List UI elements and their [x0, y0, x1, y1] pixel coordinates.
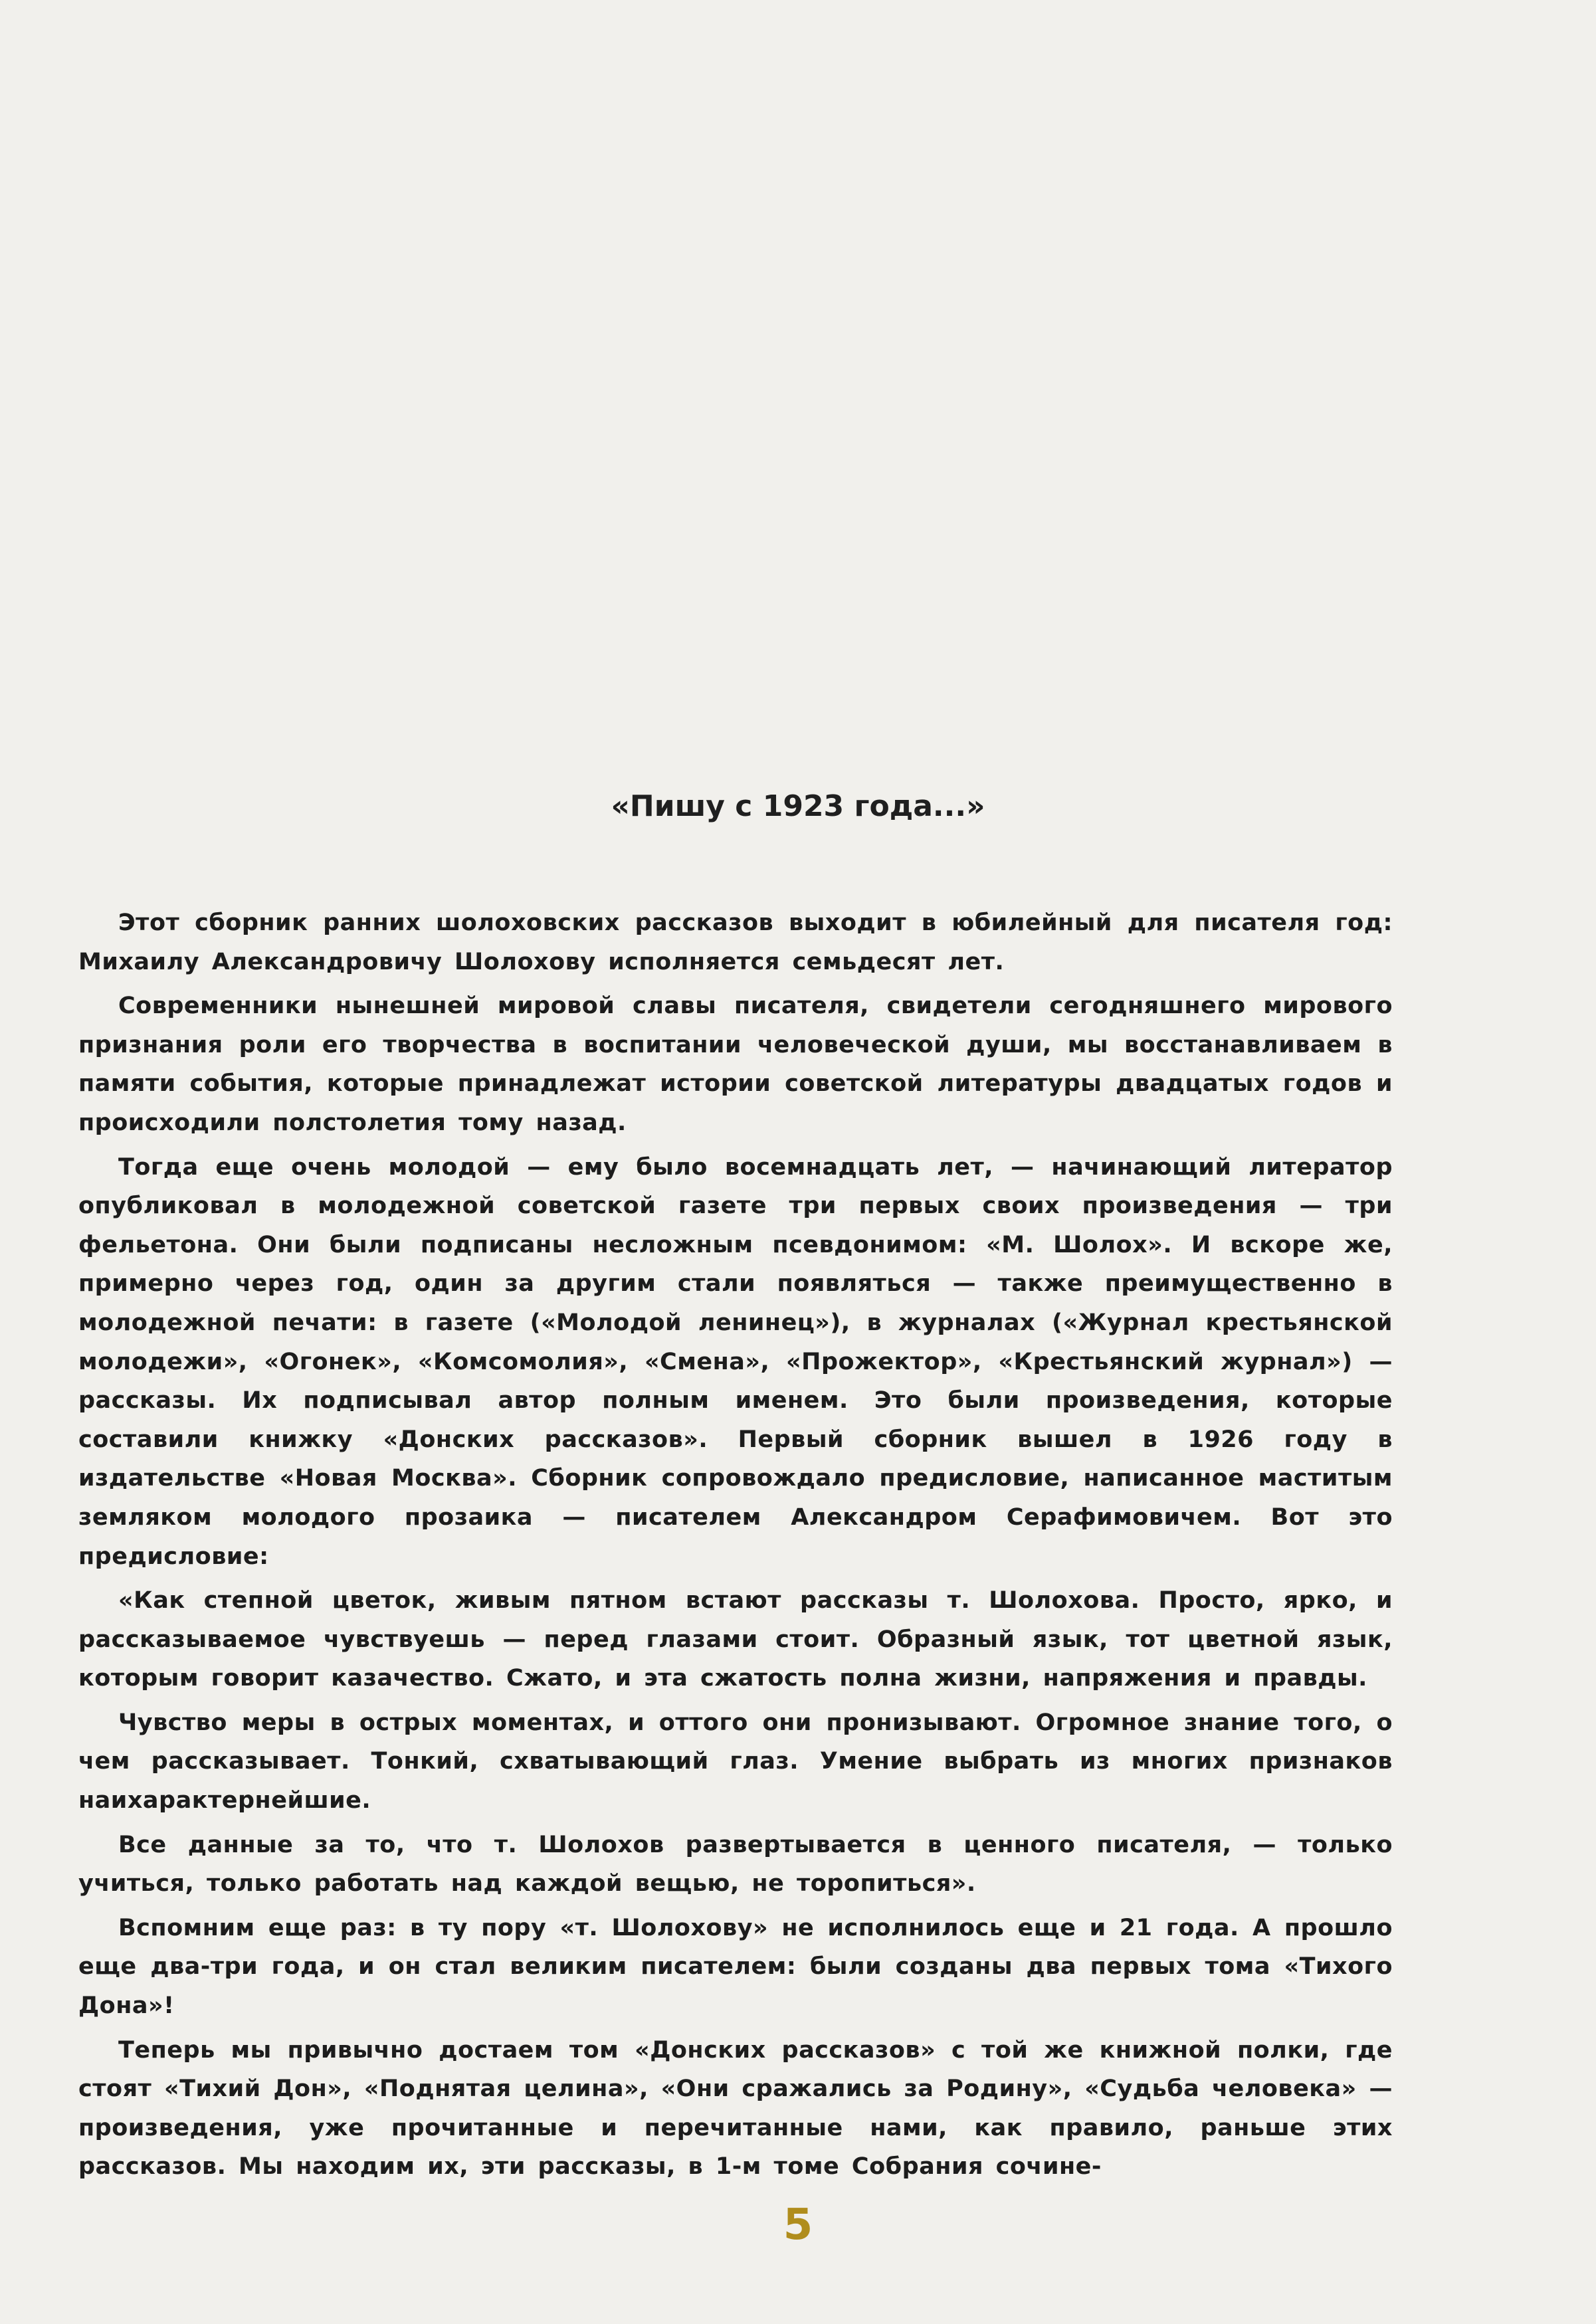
paragraph: Тогда еще очень молодой — ему было восемнадцать лет, — начинающий литератор опубликовал в молодежной советской газете три первых своих произведения — три фельетона. Они были подписаны несложным псевдонимом: «М. Шолох». И вскоре же, примерно через год, один за другим стали появляться — также преимущественно в молодежной печати: в газете («Молодой ленинец»), в журналах («Журнал крестьянской молодежи», «Огонек», «Комсомолия», «Смена», «Прожектор», «Крестьянский журнал») — рассказы. Их подписывал автор полным именем. Это были произведения, которые составили книжку «Донских рассказов». Первый сборник вышел в 1926 году в издательстве «Новая Москва». Сборник сопровождало предисловие, написанное маститым земляком молодого прозаика — писателем Александром Серафимовичем. Вот это предисловие:: [78, 1153, 1393, 1570]
body-text: [78, 904, 1393, 2192]
paragraph: Этот сборник ранних шолоховских рассказов выходит в юбилейный для писателя год: Михаилу Александровичу Шолохову исполняется семьдесят лет.: [78, 910, 1393, 975]
paragraph: «Как степной цветок, живым пятном встают рассказы т. Шолохова. Просто, ярко, и рассказываемое чувствуешь — перед глазами стоит. Образный язык, тот цветной язык, которым говорит казачество. Сжато, и эта сжатость полна жизни, напряжения и правды.: [78, 1587, 1393, 1692]
paragraph: Теперь мы привычно достаем том «Донских рассказов» с той же книжной полки, где стоят «Тихий Дон», «Поднятая целина», «Они сражались за Родину», «Судьба человека» — произведения, уже прочитанные и перечитанные нами, как правило, раньше этих рассказов. Мы находим их, эти рассказы, в 1-м томе Собрания сочине-: [78, 2036, 1393, 2180]
page-number: 5: [783, 2200, 813, 2250]
paragraph: Чувство меры в острых моментах, и оттого они пронизывают. Огромное знание того, о чем рассказывает. Тонкий, схватывающий глаз. Умение выбрать из многих признаков наихарактернейшие.: [78, 1709, 1393, 1814]
paragraph: Вспомним еще раз: в ту пору «т. Шолохову» не исполнилось еще и 21 года. А прошло еще два-три года, и он стал великим писателем: были созданы два первых тома «Тихого Дона»!: [78, 1914, 1393, 2020]
paragraph: Современники нынешней мировой славы писателя, свидетели сегодняшнего мирового признания роли его творчества в воспитании человеческой души, мы восстанавливаем в памяти события, которые принадлежат истории советской литературы двадцатых годов и происходили полстолетия тому назад.: [78, 993, 1393, 1136]
paragraph: Все данные за то, что т. Шолохов развертывается в ценного писателя, — только учиться, только работать над каждой вещью, не торопиться».: [78, 1831, 1393, 1897]
page-title: «Пишу с 1923 года...»: [611, 789, 985, 823]
